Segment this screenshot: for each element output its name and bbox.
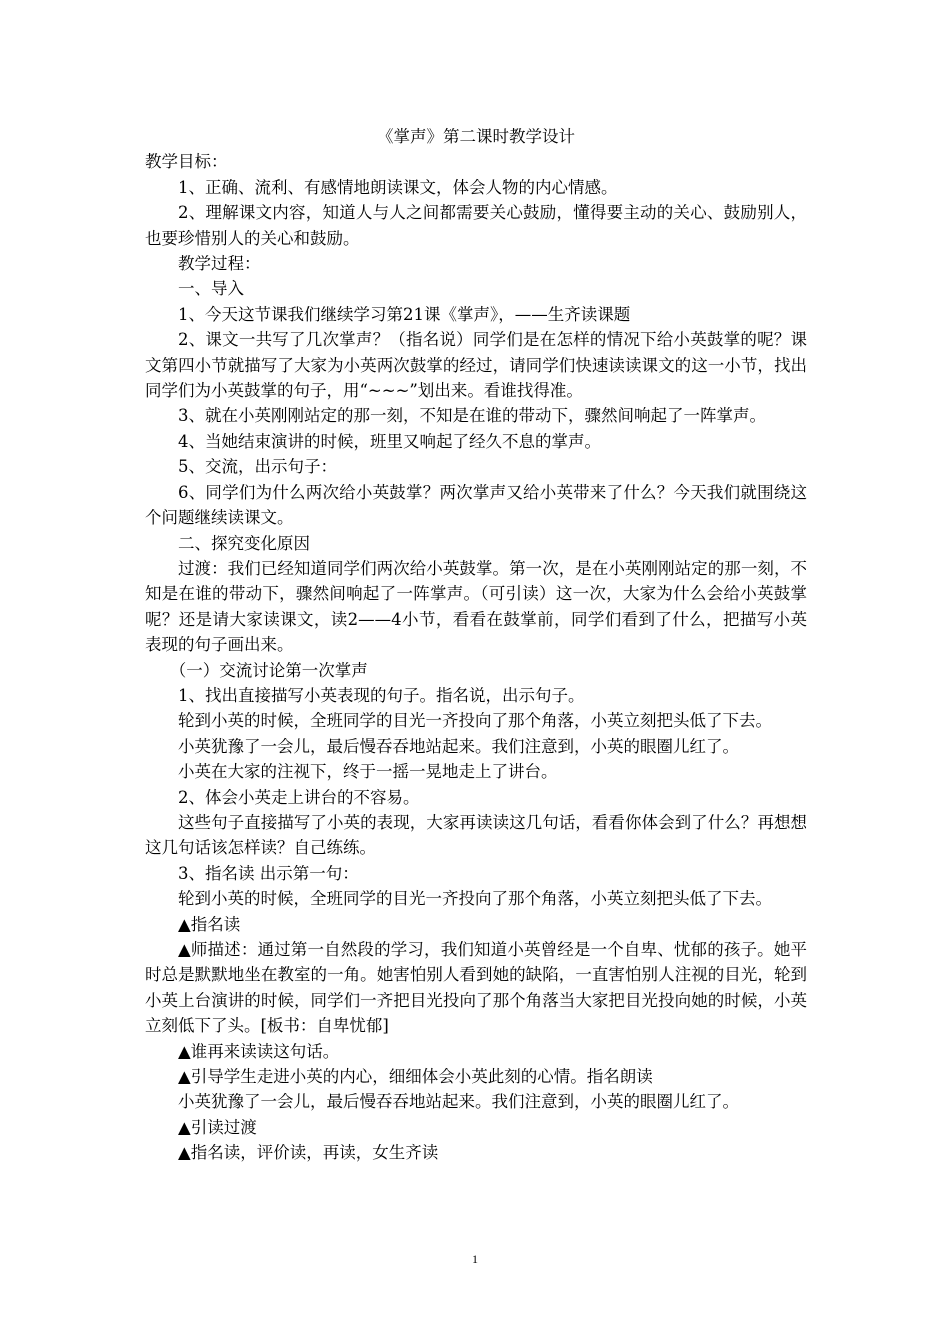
paragraph: 一、导入 <box>178 279 244 299</box>
paragraph: ▲师描述：通过第一自然段的学习，我们知道小英曾经是一个自卑、忧郁的孩子。她平时总是默默地坐在教室的一角。她害怕别人看到她的缺陷，一直害怕别人注视的目光，轮到小英上台演讲的时候，同学们一齐把目光投向了那个角落当大家把目光投向她的时候，小英立刻低下了头。[板书：自卑忧郁] <box>145 940 807 1036</box>
paragraph: 这些句子直接描写了小英的表现，大家再读读这几句话，看看你体会到了什么？再想想这几句话该怎样读？自己练练。 <box>145 812 807 858</box>
paragraph: ▲指名读 <box>178 914 241 934</box>
paragraph: 过渡：我们已经知道同学们两次给小英鼓掌。第一次，是在小英刚刚站定的那一刻，不知是在谁的带动下，骤然间响起了一阵掌声。（可引读）这一次，大家为什么会给小英鼓掌呢？还是请大家读课文，读2——4小节，看看在鼓掌前，同学们看到了什么，把描写小英表现的句子画出来。 <box>145 558 807 655</box>
paragraph-list <box>145 149 807 1165</box>
paragraph: 1、正确、流利、有感情地朗读课文，体会人物的内心情感。 <box>178 177 618 197</box>
paragraph: 4、当她结束演讲的时候，班里又响起了经久不息的掌声。 <box>178 431 601 451</box>
paragraph: 3、就在小英刚刚站定的那一刻，不知是在谁的带动下，骤然间响起了一阵掌声。 <box>178 406 766 426</box>
paragraph: 3、指名读 出示第一句： <box>178 863 359 883</box>
paragraph: 二、探究变化原因 <box>178 533 310 553</box>
paragraph: 小英犹豫了一会儿，最后慢吞吞地站起来。我们注意到，小英的眼圈儿红了。 <box>178 1092 739 1112</box>
paragraph: 轮到小英的时候，全班同学的目光一齐投向了那个角落，小英立刻把头低了下去。 <box>178 889 772 909</box>
paragraph: 6、同学们为什么两次给小英鼓掌？两次掌声又给小英带来了什么？今天我们就围绕这个问题继续读课文。 <box>145 482 807 528</box>
paragraph: 2、体会小英走上讲台的不容易。 <box>178 787 420 807</box>
paragraph: （一）交流讨论第一次掌声 <box>169 660 368 680</box>
paragraph: ▲谁再来读读这句话。 <box>178 1041 340 1061</box>
document-title: 《掌声》第二课时教学设计 <box>377 127 575 146</box>
paragraph: 教学目标： <box>145 152 228 172</box>
paragraph: ▲引读过渡 <box>178 1117 257 1137</box>
paragraph: 1、找出直接描写小英表现的句子。指名说，出示句子。 <box>178 685 585 705</box>
page-number: 1 <box>472 1252 478 1266</box>
paragraph: ▲引导学生走进小英的内心，细细体会小英此刻的心情。指名朗读 <box>178 1067 653 1087</box>
paragraph: 2、理解课文内容，知道人与人之间都需要关心鼓励，懂得要主动的关心、鼓励别人，也要珍惜别人的关心和鼓励。 <box>145 203 807 248</box>
paragraph: 1、今天这节课我们继续学习第21课《掌声》，——生齐读课题 <box>178 304 631 324</box>
paragraph: 教学过程： <box>178 254 261 274</box>
paragraph: 5、交流，出示句子： <box>178 457 337 477</box>
paragraph: ▲指名读，评价读，再读，女生齐读 <box>178 1143 439 1163</box>
paragraph: 2、课文一共写了几次掌声？（指名说）同学们是在怎样的情况下给小英鼓掌的呢？课文第四小节就描写了大家为小英两次鼓掌的经过，请同学们快速读读课文的这一小节，找出同学们为小英鼓掌的句子，用“~~~”划出来。看谁找得准。 <box>145 330 807 401</box>
paragraph: 轮到小英的时候，全班同学的目光一齐投向了那个角落，小英立刻把头低了下去。 <box>178 711 772 731</box>
document-body <box>145 124 807 1166</box>
paragraph: 小英在大家的注视下，终于一摇一晃地走上了讲台。 <box>178 762 558 782</box>
paragraph: 小英犹豫了一会儿，最后慢吞吞地站起来。我们注意到，小英的眼圈儿红了。 <box>178 736 739 756</box>
